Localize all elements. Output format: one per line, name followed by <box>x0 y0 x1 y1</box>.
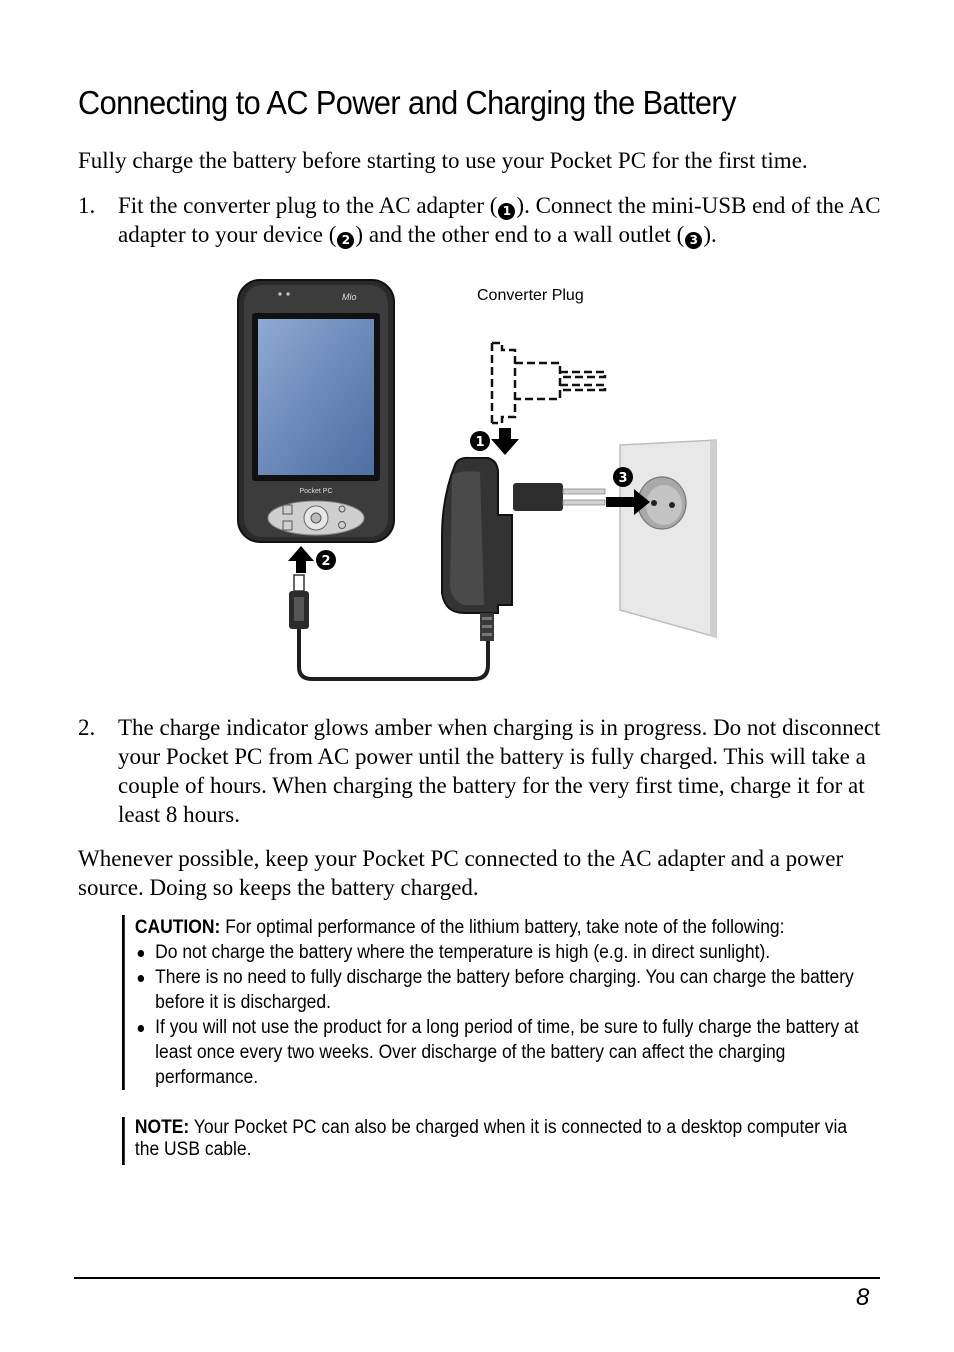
device-label: Pocket PC <box>299 488 333 495</box>
intro-paragraph: Fully charge the battery before starting to use your Pocket PC for the first time. <box>78 148 808 173</box>
device-brand: Mio <box>342 292 357 302</box>
charging-illustration <box>230 275 730 690</box>
converter-plug-label: Converter Plug <box>477 287 584 304</box>
callout-3-icon: 3 <box>685 232 702 249</box>
page-title: Connecting to AC Power and Charging the Battery <box>78 84 736 121</box>
svg-text:2: 2 <box>321 554 331 569</box>
step-number: 2. <box>78 715 96 740</box>
caution-item: Do not charge the battery where the temperature is high (e.g. in direct sunlight). <box>135 940 862 965</box>
converter-plug-outline <box>492 343 605 423</box>
wall-outlet-illustration <box>620 440 716 637</box>
note-label: NOTE: <box>134 1117 190 1138</box>
callout-1-icon: 1 <box>498 203 515 220</box>
whenever-paragraph: Whenever possible, keep your Pocket PC connected to the AC adapter and a power source. Doing so keeps the battery charged. <box>78 846 844 900</box>
svg-text:3: 3 <box>618 471 628 486</box>
arrow-down-icon <box>491 428 519 455</box>
ac-adapter-illustration <box>442 458 605 641</box>
step-number: 1. <box>78 193 96 218</box>
note-box: NOTE: Your Pocket PC can also be charged when it is connected to a desktop computer via the USB cable. <box>122 1117 862 1165</box>
arrow-up-icon <box>288 546 314 573</box>
pocket-pc-illustration <box>238 280 394 542</box>
charging-diagram <box>230 275 730 690</box>
caution-item: There is no need to fully discharge the battery before charging. You can charge the battery before it is discharged. <box>135 965 862 1015</box>
caution-label: CAUTION: <box>134 917 221 938</box>
callout-2-icon: 2 <box>337 232 354 249</box>
page-number: 8 <box>856 1284 870 1311</box>
caution-box <box>122 915 862 1090</box>
svg-text:1: 1 <box>475 435 485 450</box>
step-text: Fit the converter plug to the AC adapter ( 1 ). Connect the mini-USB end of the AC adapter to your device ( 2 ) and the other end to a wall outlet ( 3 ). <box>118 193 881 247</box>
caution-item: If you will not use the product for a long period of time, be sure to fully charge the battery at least once every two weeks. Over discharge of the battery can affect the charging performance. <box>135 1015 862 1090</box>
caution-intro: CAUTION: For optimal performance of the lithium battery, take note of the following: <box>134 917 785 938</box>
step-text: The charge indicator glows amber when charging is in progress. Do not disconnect your Pocket PC from AC power until the battery is fully charged. This will take a couple of hours. When charging the battery for the very first time, charge it for at least 8 hours. <box>118 715 881 827</box>
footer-rule <box>74 1277 880 1279</box>
